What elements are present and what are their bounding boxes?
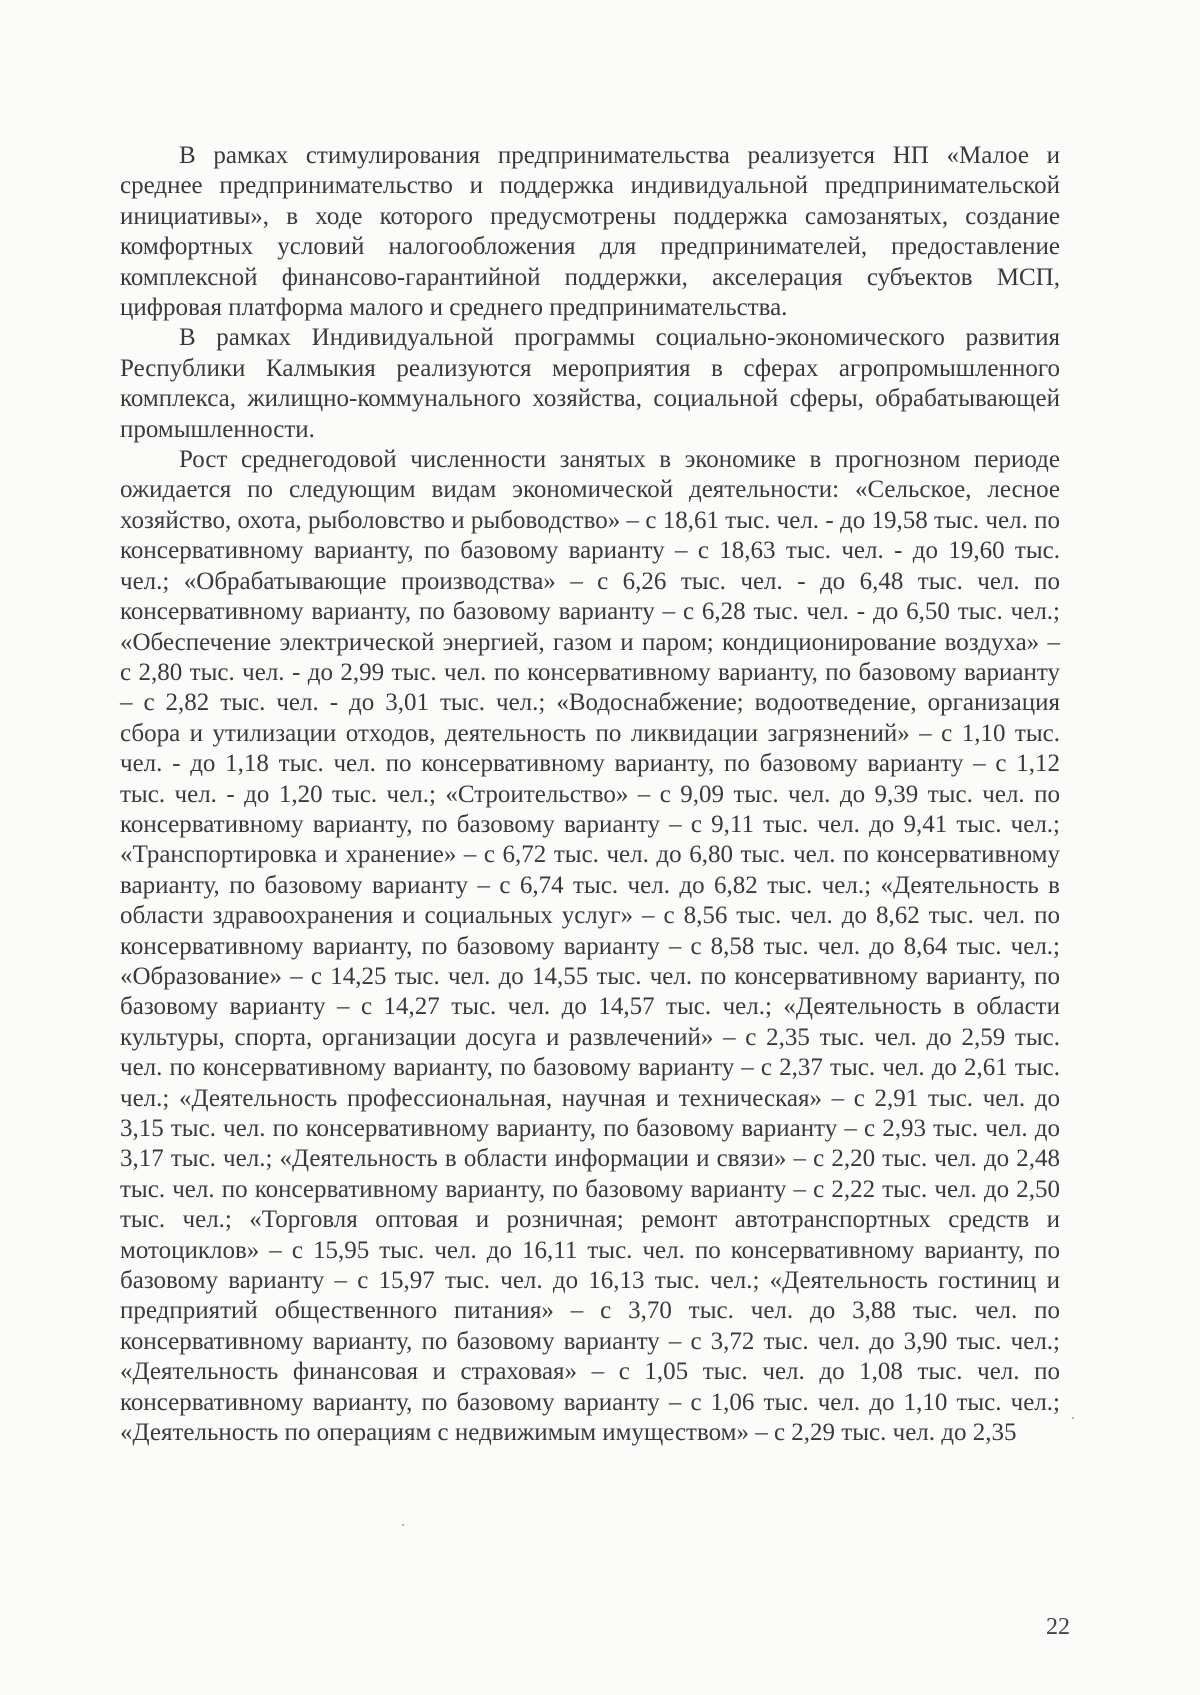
page-number: 22	[1046, 1614, 1070, 1640]
scan-speck	[402, 1524, 404, 1526]
paragraph-individual-program: В рамках Индивидуальной программы социально-экономического развития Республики Калмыкия реализуются мероприятия в сферах агропромышленного комплекса, жилищно-коммунального хозяйства, социальной сферы, обрабатывающей промышленности.	[120, 324, 1060, 443]
paragraph-employment-growth: Рост среднегодовой численности занятых в экономике в прогнозном периоде ожидается по следующим видам экономической деятельности: «Сельское, лесное хозяйство, охота, рыболовство и рыбоводство» – с 18,61 тыс. чел. - до 19,58 тыс. чел. по консервативному варианту, по базовому варианту – с 18,63 тыс. чел. - до 19,60 тыс. чел.; «Обрабатывающие производства» – с 6,26 тыс. чел. - до 6,48 тыс. чел. по консервативному варианту, по базовому варианту – с 6,28 тыс. чел. - до 6,50 тыс. чел.; «Обеспечение электрической энергией, газом и паром; кондиционирование воздуха» – с 2,80 тыс. чел. - до 2,99 тыс. чел. по консервативному варианту, по базовому варианту – с 2,82 тыс. чел. - до 3,01 тыс. чел.; «Водоснабжение; водоотведение, организация сбора и утилизации отходов, деятельность по ликвидации загрязнений» – с 1,10 тыс. чел. - до 1,18 тыс. чел. по консервативному варианту, по базовому варианту – с 1,12 тыс. чел. - до 1,20 тыс. чел.; «Строительство» – с 9,09 тыс. чел. до 9,39 тыс. чел. по консервативному варианту, по базовому варианту – с 9,11 тыс. чел. до 9,41 тыс. чел.; «Транспортировка и хранение» – с 6,72 тыс. чел. до 6,80 тыс. чел. по консервативному варианту, по базовому варианту – с 6,74 тыс. чел. до 6,82 тыс. чел.; «Деятельность в области здравоохранения и социальных услуг» – с 8,56 тыс. чел. до 8,62 тыс. чел. по консервативному варианту, по базовому варианту – с 8,58 тыс. чел. до 8,64 тыс. чел.; «Образование» – с 14,25 тыс. чел. до 14,55 тыс. чел. по консервативному варианту, по базовому варианту – с 14,27 тыс. чел. до 14,57 тыс. чел.; «Деятельность в области культуры, спорта, организации досуга и развлечений» – с 2,35 тыс. чел. до 2,59 тыс. чел. по консервативному варианту, по базовому варианту – с 2,37 тыс. чел. до 2,61 тыс. чел.; «Деятельность профессиональная, научная и техническая» – с 2,91 тыс. чел. до 3,15 тыс. чел. по консервативному варианту, по базовому варианту – с 2,93 тыс. чел. до 3,17 тыс. чел.; «Деятельность в области информации и связи» – с 2,20 тыс. чел. до 2,48 тыс. чел. по консервативному варианту, по базовому варианту – с 2,22 тыс. чел. до 2,50 тыс. чел.; «Торговля оптовая и розничная; ремонт автотранспортных средств и мотоциклов» – с 15,95 тыс. чел. до 16,11 тыс. чел. по консервативному варианту, по базовому варианту – с 15,97 тыс. чел. до 16,13 тыс. чел.; «Деятельность гостиниц и предприятий общественного питания» – с 3,70 тыс. чел. до 3,88 тыс. чел. по консервативному варианту, по базовому варианту – с 3,72 тыс. чел. до 3,90 тыс. чел.; «Деятельность финансовая и страховая» – с 1,05 тыс. чел. до 1,08 тыс. чел. по консервативному варианту, по базовому варианту – с 1,06 тыс. чел. до 1,10 тыс. чел.; «Деятельность по операциям с недвижимым имуществом» – с 2,29 тыс. чел. до 2,35	[120, 446, 1060, 1447]
body-text	[120, 141, 1060, 1448]
paragraph-entrepreneurship: В рамках стимулирования предпринимательства реализуется НП «Малое и среднее предпринимательство и поддержка индивидуальной предпринимательской инициативы», в ходе которого предусмотрены поддержка самозанятых, создание комфортных условий налогообложения для предпринимателей, предоставление комплексной финансово-гарантийной поддержки, акселерация субъектов МСП, цифровая платформа малого и среднего предпринимательства.	[120, 142, 1060, 322]
scan-speck	[1072, 1417, 1074, 1419]
